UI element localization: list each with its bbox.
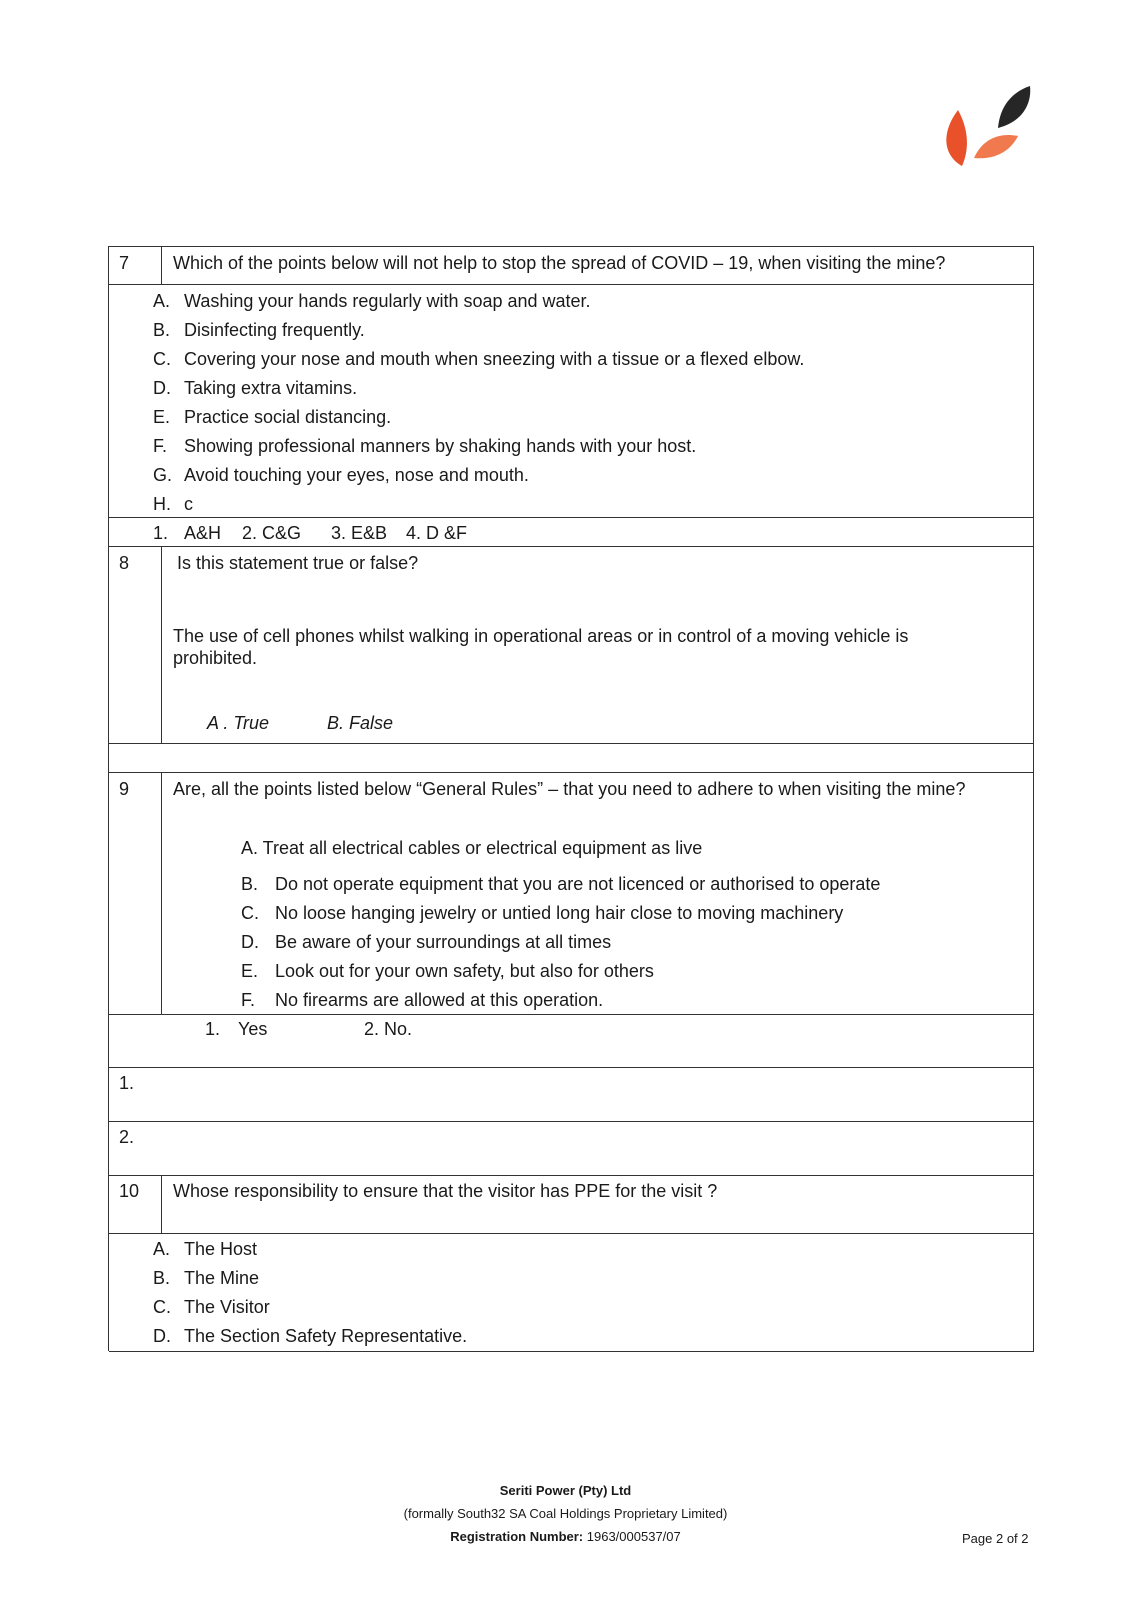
question-number: 10 [119, 1181, 140, 1201]
registration-label: Registration Number: [450, 1529, 584, 1544]
option-text: Disinfecting frequently. [184, 320, 365, 340]
table-line [109, 517, 1034, 518]
rule-text: Look out for your own safety, but also for others [275, 961, 654, 981]
table-line [109, 1121, 1034, 1122]
answer-choice: Yes [238, 1019, 268, 1039]
option-text: Practice social distancing. [184, 407, 392, 427]
table-line [109, 1014, 1034, 1015]
option-letter: E. [153, 407, 171, 427]
answer-number: 1. [153, 523, 169, 543]
logo-orange-leaf [946, 110, 967, 166]
blank-row-label: 1. [119, 1073, 135, 1093]
table-line [109, 246, 1034, 247]
rule-item: A. Treat all electrical cables or electrical equipment as live [241, 838, 703, 858]
answer-number: 1. [205, 1019, 221, 1039]
rule-text: No firearms are allowed at this operation. [275, 990, 604, 1010]
answer-choice: 2. No. [364, 1019, 413, 1039]
rule-letter: D. [241, 932, 259, 952]
rule-letter: C. [241, 903, 259, 923]
logo-light-orange-leaf [974, 135, 1018, 158]
page-number: Page 2 of 2 [962, 1531, 1029, 1546]
rule-letter: E. [241, 961, 259, 981]
option-text: The Section Safety Representative. [184, 1326, 468, 1346]
table-line [109, 1233, 1034, 1234]
rule-letter: F. [241, 990, 256, 1010]
option-text: Showing professional manners by shaking hands with your host. [184, 436, 697, 456]
option-text: The Mine [184, 1268, 260, 1288]
table-line [109, 1175, 1034, 1176]
table-column-divider [161, 772, 162, 1014]
option-text: The Visitor [184, 1297, 270, 1317]
statement-text: prohibited. [173, 648, 258, 668]
registration-number: 1963/000537/07 [586, 1529, 681, 1544]
footer-company: Seriti Power (Pty) Ltd [499, 1483, 632, 1498]
question-number: 7 [119, 253, 130, 273]
answer-choice: 4. D &F [406, 523, 468, 543]
footer-formerly: (formally South32 SA Coal Holdings Proprietary Limited) [403, 1506, 728, 1521]
option-letter: C. [153, 1297, 171, 1317]
table-line [109, 1067, 1034, 1068]
table-line [109, 772, 1034, 773]
table-column-divider [161, 246, 162, 284]
table-column-divider [161, 1175, 162, 1233]
blank-row-label: 2. [119, 1127, 135, 1147]
option-text: Avoid touching your eyes, nose and mouth. [184, 465, 529, 485]
option-letter: C. [153, 349, 171, 369]
option-letter: G. [153, 465, 173, 485]
option-true: A . True [207, 713, 270, 733]
answer-choice: A&H [184, 523, 222, 543]
option-letter: A. [153, 1239, 171, 1259]
statement-text: The use of cell phones whilst walking in operational areas or in control of a moving vehicle is [173, 626, 909, 646]
logo-dark-leaf [998, 86, 1030, 128]
option-text: Covering your nose and mouth when sneezing with a tissue or a flexed elbow. [184, 349, 805, 369]
option-text: The Host [184, 1239, 258, 1259]
question-text: Which of the points below will not help to stop the spread of COVID – 19, when visiting the mine? [173, 253, 946, 273]
table-border-right [1033, 246, 1034, 1351]
rule-text: No loose hanging jewelry or untied long hair close to moving machinery [275, 903, 844, 923]
option-text: Taking extra vitamins. [184, 378, 358, 398]
answer-choice: 2. C&G [242, 523, 302, 543]
question-text: Is this statement true or false? [177, 553, 419, 573]
question-number: 9 [119, 779, 130, 799]
option-letter: H. [153, 494, 171, 514]
option-letter: F. [153, 436, 168, 456]
option-letter: A. [153, 291, 171, 311]
company-logo [940, 84, 1040, 184]
rule-text: Be aware of your surroundings at all times [275, 932, 612, 952]
table-line [109, 1351, 1034, 1352]
table-border-left [108, 246, 109, 1351]
question-text: Whose responsibility to ensure that the visitor has PPE for the visit ? [173, 1181, 718, 1201]
option-text: c [184, 494, 193, 514]
question-number: 8 [119, 553, 130, 573]
rule-text: Do not operate equipment that you are not licenced or authorised to operate [275, 874, 881, 894]
option-text: Washing your hands regularly with soap and water. [184, 291, 591, 311]
question-text: Are, all the points listed below “General Rules” – that you need to adhere to when visiting the mine? [173, 779, 966, 799]
option-false: B. False [327, 713, 394, 733]
option-letter: D. [153, 378, 171, 398]
answer-choice: 3. E&B [331, 523, 388, 543]
option-letter: D. [153, 1326, 171, 1346]
table-column-divider [161, 546, 162, 743]
option-letter: B. [153, 1268, 171, 1288]
table-line [109, 284, 1034, 285]
table-line [109, 546, 1034, 547]
option-letter: B. [153, 320, 171, 340]
table-line [109, 743, 1034, 744]
rule-letter: B. [241, 874, 259, 894]
